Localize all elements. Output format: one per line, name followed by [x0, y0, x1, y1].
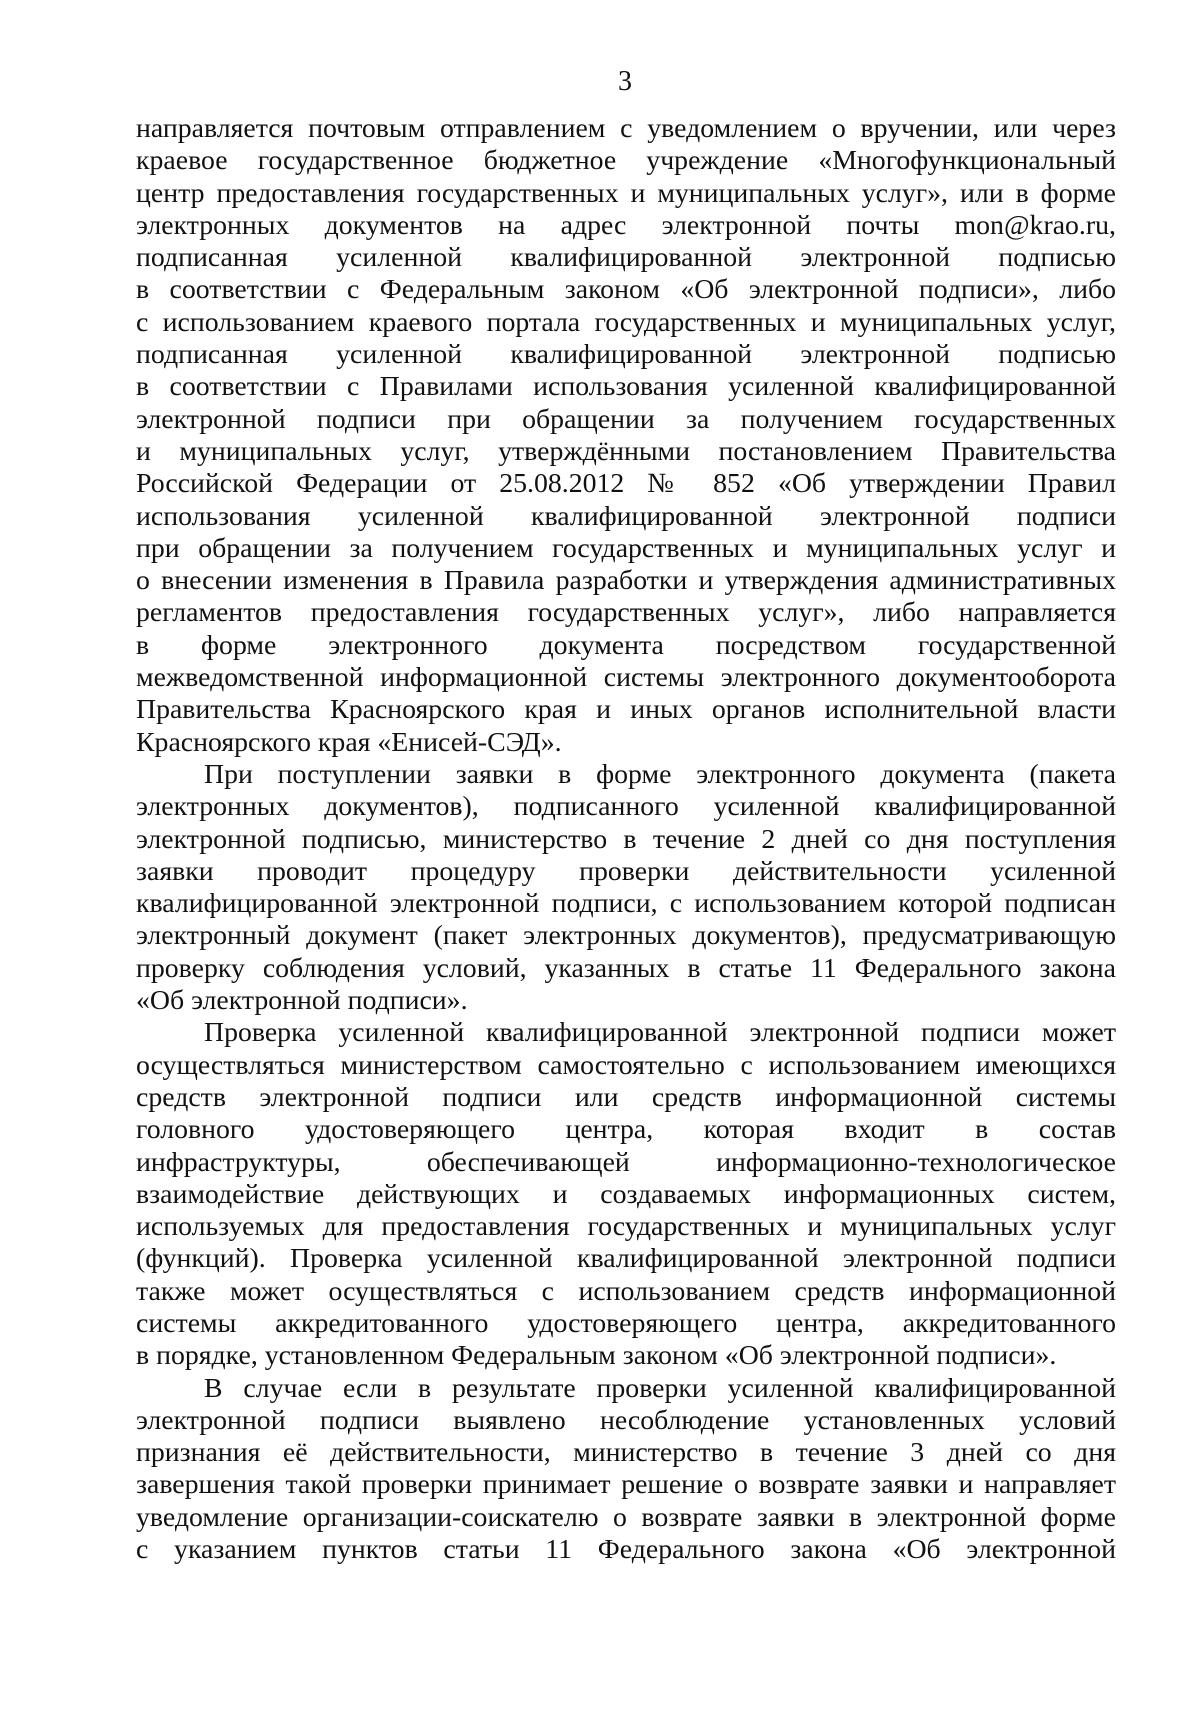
- text-line: Красноярского края «Енисей-СЭД».: [136, 726, 562, 758]
- text-line: в соответствии с Федеральным законом «Об электронной подписи», либо: [136, 274, 1116, 306]
- text-line: осуществляться министерством самостоятельно с использованием имеющихся: [136, 1049, 1116, 1081]
- text-line: электронной подписи выявлено несоблюдение установленных условий: [136, 1404, 1116, 1436]
- text-line: проверку соблюдения условий, указанных в статье 11 Федерального закона: [136, 952, 1116, 984]
- paragraph-3: [136, 1017, 1116, 1372]
- paragraph-4: [136, 1373, 1116, 1567]
- text-line: электронных документов), подписанного усиленной квалифицированной: [136, 791, 1116, 823]
- text-line: уведомление организации-соискателю о возврате заявки в электронной форме: [136, 1501, 1116, 1533]
- text-line: квалифицированной электронной подписи, с использованием которой подписан: [136, 888, 1116, 920]
- text-line: с указанием пунктов статьи 11 Федерального закона «Об электронной: [136, 1534, 1116, 1566]
- text-line: центр предоставления государственных и муниципальных услуг», или в форме: [136, 177, 1116, 209]
- text-line: также может осуществляться с использованием средств информационной: [136, 1275, 1116, 1307]
- text-line: регламентов предоставления государственных услуг», либо направляется: [136, 597, 1116, 629]
- text-line: Российской Федерации от 25.08.2012 № 852 «Об утверждении Правил: [136, 468, 1116, 500]
- text-line: направляется почтовым отправлением с уведомлением о вручении, или через: [136, 113, 1116, 144]
- text-line: средств электронной подписи или средств информационной системы: [136, 1081, 1116, 1113]
- text-line: в порядке, установленном Федеральным законом «Об электронной подписи».: [136, 1340, 1057, 1372]
- text-line: При поступлении заявки в форме электронного документа (пакета: [204, 758, 1116, 790]
- text-line: взаимодействие действующих и создаваемых информационных систем,: [136, 1178, 1116, 1210]
- text-line: Проверка усиленной квалифицированной электронной подписи может: [204, 1017, 1116, 1049]
- document-body: [136, 113, 1116, 1566]
- text-line: краевое государственное бюджетное учреждение «Многофункциональный: [136, 145, 1116, 177]
- text-line: использования усиленной квалифицированной электронной подписи: [136, 500, 1116, 532]
- paragraph-2: [136, 759, 1116, 1017]
- text-line: электронной подписи при обращении за получением государственных: [136, 403, 1116, 435]
- text-line: и муниципальных услуг, утверждёнными постановлением Правительства: [136, 435, 1116, 467]
- text-line: заявки проводит процедуру проверки действительности усиленной: [136, 855, 1116, 887]
- text-line: в соответствии с Правилами использования усиленной квалифицированной: [136, 371, 1116, 403]
- text-line: подписанная усиленной квалифицированной электронной подписью: [136, 339, 1116, 371]
- text-line: межведомственной информационной системы электронного документооборота: [136, 662, 1116, 694]
- text-line: при обращении за получением государственных и муниципальных услуг и: [136, 532, 1116, 564]
- text-line: электронных документов на адрес электронной почты mon@krao.ru,: [136, 209, 1116, 241]
- page-number: 3: [618, 66, 632, 97]
- text-line: системы аккредитованного удостоверяющего центра, аккредитованного: [136, 1307, 1116, 1339]
- text-line: электронный документ (пакет электронных документов), предусматривающую: [136, 920, 1116, 952]
- text-line: подписанная усиленной квалифицированной электронной подписью: [136, 242, 1116, 274]
- text-line: «Об электронной подписи».: [136, 985, 468, 1017]
- text-line: Правительства Красноярского края и иных органов исполнительной власти: [136, 694, 1116, 726]
- text-line: электронной подписью, министерство в течение 2 дней со дня поступления: [136, 823, 1116, 855]
- text-line: признания её действительности, министерство в течение 3 дней со дня: [136, 1437, 1116, 1469]
- text-line: используемых для предоставления государственных и муниципальных услуг: [136, 1211, 1116, 1243]
- text-line: (функций). Проверка усиленной квалифицированной электронной подписи: [136, 1243, 1116, 1275]
- paragraph-1: [136, 113, 1116, 759]
- text-line: головного удостоверяющего центра, которая входит в состав: [136, 1114, 1116, 1146]
- text-line: в форме электронного документа посредством государственной: [136, 629, 1116, 661]
- text-line: о внесении изменения в Правила разработки и утверждения административных: [136, 565, 1116, 597]
- text-line: завершения такой проверки принимает решение о возврате заявки и направляет: [136, 1469, 1116, 1501]
- text-line: инфраструктуры, обеспечивающей информационно-технологическое: [136, 1146, 1116, 1178]
- text-line: с использованием краевого портала государственных и муниципальных услуг,: [136, 306, 1116, 338]
- text-line: В случае если в результате проверки усиленной квалифицированной: [204, 1372, 1116, 1404]
